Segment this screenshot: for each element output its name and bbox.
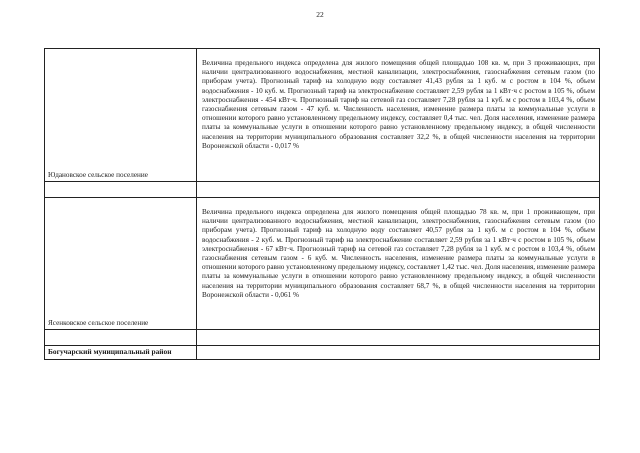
settlement-label: Ясенковское сельское поселение [48, 318, 149, 327]
district-label: Богучарский муниципальный район [48, 347, 172, 357]
settlement-label: Юдановское сельское поселение [48, 170, 148, 179]
table-row-spacer [44, 330, 600, 346]
table-row [44, 49, 600, 182]
page-number: 22 [316, 10, 324, 19]
tariff-table [44, 48, 600, 360]
empty-cell [197, 346, 599, 359]
empty-cell [197, 330, 599, 345]
empty-cell [197, 182, 599, 197]
table-row-spacer [44, 182, 600, 198]
district-heading [45, 346, 197, 359]
empty-cell [45, 330, 197, 345]
index-description: Величина предельного индекса определена для жилого помещения общей площадью 108 кв. м, при 3 проживающих, при наличии централизованного водоснабжения, местной канализации, электроснабжения, газоснабжения сетевым газом (по приборам учета). Прогнозный тариф на холодную воду составляет 41,43 рубля за 1 куб. м с ростом в 104 %, объем водоснабжения - 10 куб. м. Прогнозный тариф на электроснабжение составляет 2,59 рубля за 1 кВт·ч с ростом в 105 %, объем электроснабжения - 454 кВт·ч. Прогнозный тариф на сетевой газ составляет 7,28 рубля за 1 куб. м с ростом в 103,4 %, объем газоснабжения сетевым газом - 47 куб. м. Численность населения, изменение размера платы за коммунальные услуги в отношении которого равно установленному предельному индексу, составляет 0,4 тыс. чел. Доля населения, изменение размера платы за коммунальные услуги в отношении которого равно установленному предельному индексу, в общей численности населения на территории муниципального образования составляет 32,2 %, в общей численности населения на территории Воронежской области - 0,017 % [202, 59, 595, 150]
empty-cell [45, 182, 197, 197]
settlement-name [45, 198, 197, 329]
settlement-name [45, 49, 197, 181]
table-row [44, 198, 600, 330]
index-description: Величина предельного индекса определена для жилого помещения общей площадью 78 кв. м, при 1 проживающем, при наличии централизованного водоснабжения, местной канализации, электроснабжения, газоснабжения сетевым газом (по приборам учета). Прогнозный тариф на холодную воду составляет 40,57 рубля за 1 куб. м с ростом в 104 %, объем водоснабжения - 2 куб. м. Прогнозный тариф на электроснабжение составляет 2,59 рубля за 1 кВт·ч с ростом в 105 %, объем электроснабжения - 67 кВт·ч. Прогнозный тариф на сетевой газ составляет 7,28 рубля за 1 куб. м с ростом в 103,4 %, объем газоснабжения сетевым газом - 6 куб. м. Численность населения, изменение размера платы за коммунальные услуги в отношении которого равно установленному предельному индексу, составляет 1,42 тыс. чел. Доля населения, изменение размера платы за коммунальные услуги в отношении которого равно установленному предельному индексу, в общей численности населения на территории муниципального образования составляет 68,7 %, в общей численности населения на территории Воронежской области - 0,061 % [202, 208, 595, 299]
table-row [44, 346, 600, 360]
